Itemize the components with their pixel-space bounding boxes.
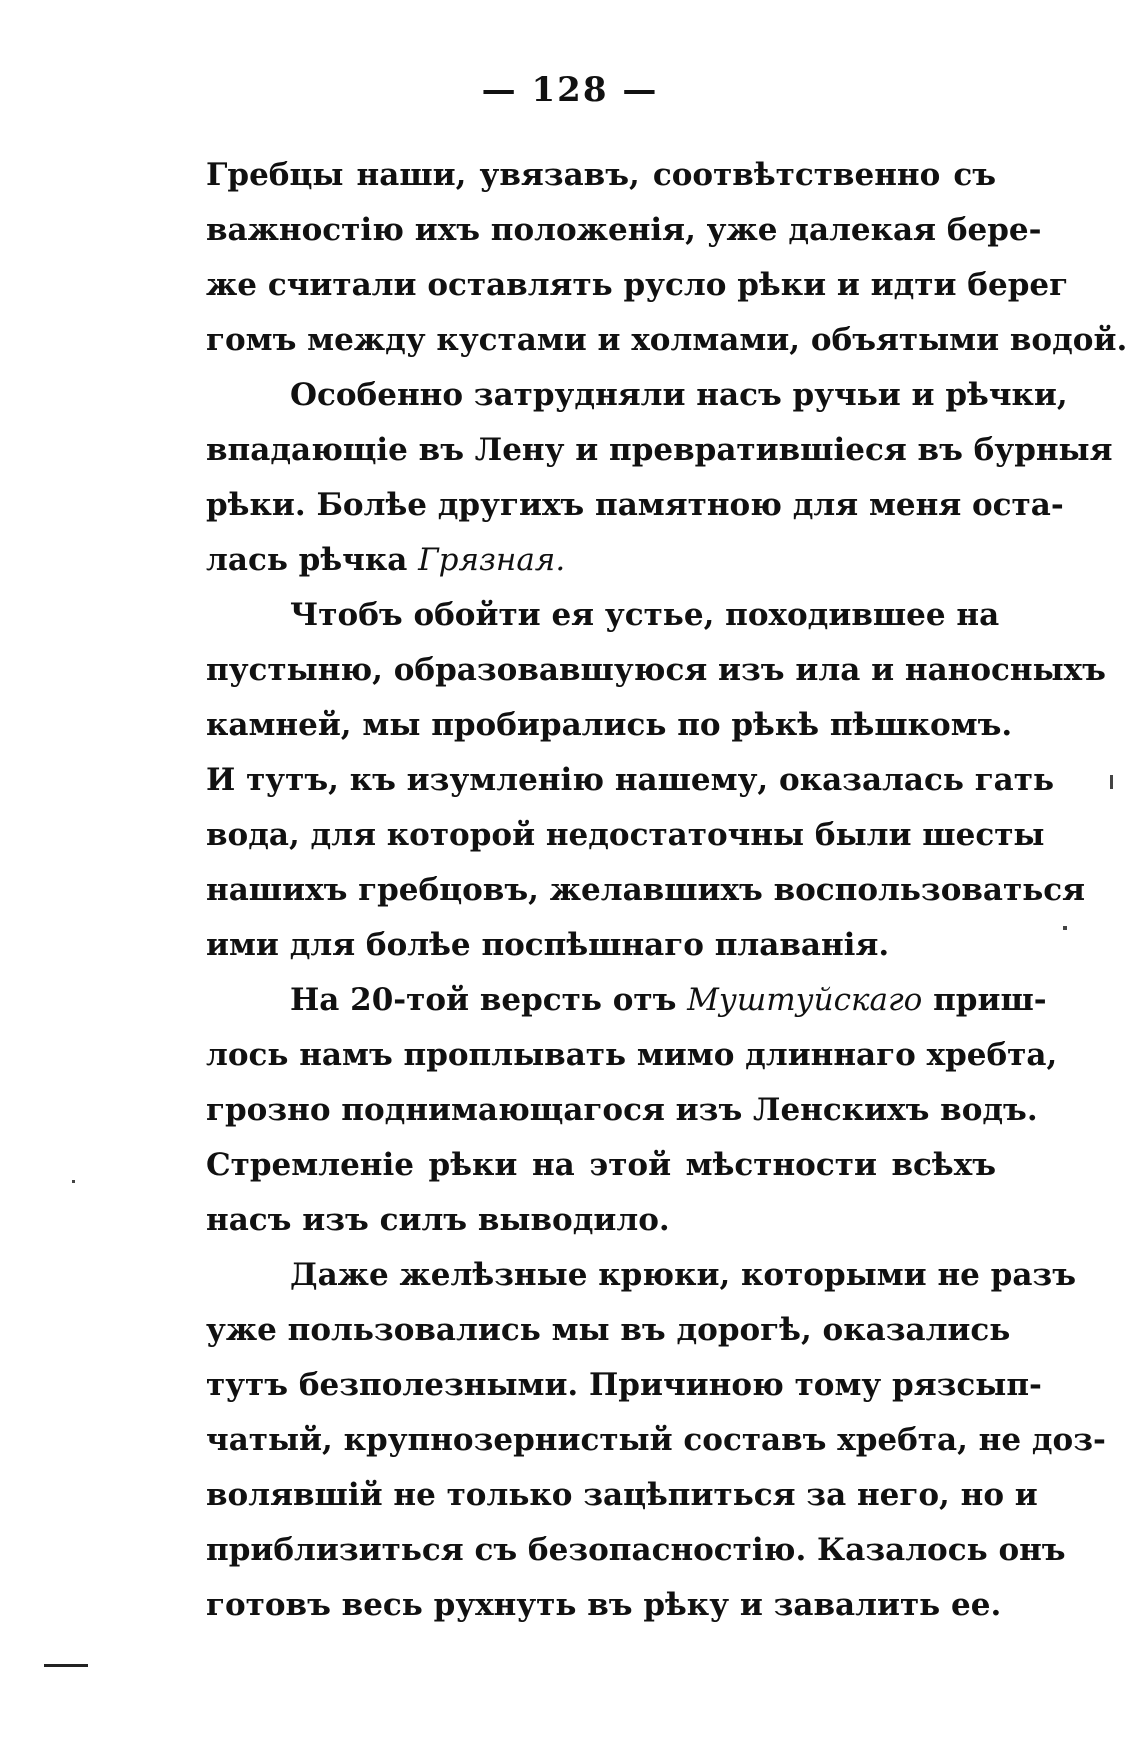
text-line: камней, мы пробирались по рѣкѣ пѣшкомъ. xyxy=(206,707,1013,743)
text-line: насъ изъ силъ выводило. xyxy=(206,1202,670,1238)
margin-tick xyxy=(1063,926,1067,930)
paragraph-2 xyxy=(206,368,1113,588)
text-line: грозно поднимающагося изъ Ленскихъ водъ. xyxy=(206,1092,1038,1128)
text-body xyxy=(206,148,1128,1633)
text-line: важностію ихъ положенія, уже далекая бере- xyxy=(206,212,1042,248)
line-text: лась рѣчка Грязная. xyxy=(206,542,566,578)
line-text: На 20-той версть отъ Муштуйскаго приш- xyxy=(290,982,1047,1018)
text-line: Стремленіе рѣки на этой мѣстности всѣхъ xyxy=(206,1147,996,1183)
text-line: Даже желѣзные крюки, которыми не разъ xyxy=(290,1257,1076,1293)
paragraph-5 xyxy=(206,1248,1106,1633)
page-number: — 128 — xyxy=(481,70,659,110)
text-line: впадающіе въ Лену и превратившіеся въ бурныя xyxy=(206,432,1113,468)
margin-tick xyxy=(72,1180,75,1183)
text-line xyxy=(206,973,1047,1028)
text-line: же считали оставлять русло рѣки и идти берег xyxy=(206,267,1069,303)
paragraph-1 xyxy=(206,148,1128,368)
text-line xyxy=(206,533,996,588)
text-line: Особенно затрудняли насъ ручьи и рѣчки, xyxy=(290,377,1068,413)
paragraph-4 xyxy=(206,973,1058,1248)
text-line: ими для болѣе поспѣшнаго плаванія. xyxy=(206,927,890,963)
text-line: пустыню, образовавшуюся изъ ила и наносныхъ xyxy=(206,652,1106,688)
text-line: Чтобъ обойти ея устье, походившее на xyxy=(290,597,1000,633)
text-line: чатый, крупнозернистый составъ хребта, не доз- xyxy=(206,1422,1106,1458)
text-line: уже пользовались мы въ дорогѣ, оказались xyxy=(206,1312,1011,1348)
text-line: тутъ безполезными. Причиною тому рязсып- xyxy=(206,1367,1042,1403)
text-line: Гребцы наши, увязавъ, соотвѣтственно съ xyxy=(206,157,996,193)
text-line: И тутъ, къ изумленію нашему, оказалась гать xyxy=(206,762,1055,798)
text-line: вода, для которой недостаточны были шесты xyxy=(206,817,1045,853)
margin-tick xyxy=(1110,775,1113,789)
italic-place-name: Грязная. xyxy=(418,542,566,578)
paragraph-3 xyxy=(206,588,1106,973)
text-line: волявшій не только зацѣпиться за него, но и xyxy=(206,1477,1038,1513)
text-line: нашихъ гребцовъ, желавшихъ воспользоваться xyxy=(206,872,1086,908)
margin-line-mark xyxy=(44,1664,88,1667)
text-line: лось намъ проплывать мимо длиннаго хребта, xyxy=(206,1037,1058,1073)
text-line: гомъ между кустами и холмами, объятыми водой. xyxy=(206,322,1128,358)
text-line: приблизиться съ безопасностію. Казалось онъ xyxy=(206,1532,1066,1568)
italic-place-name: Муштуйскаго xyxy=(687,982,923,1018)
text-line: готовъ весь рухнуть въ рѣку и завалить ее. xyxy=(206,1587,1002,1623)
text-line: рѣки. Болѣе другихъ памятною для меня оста- xyxy=(206,487,1064,523)
